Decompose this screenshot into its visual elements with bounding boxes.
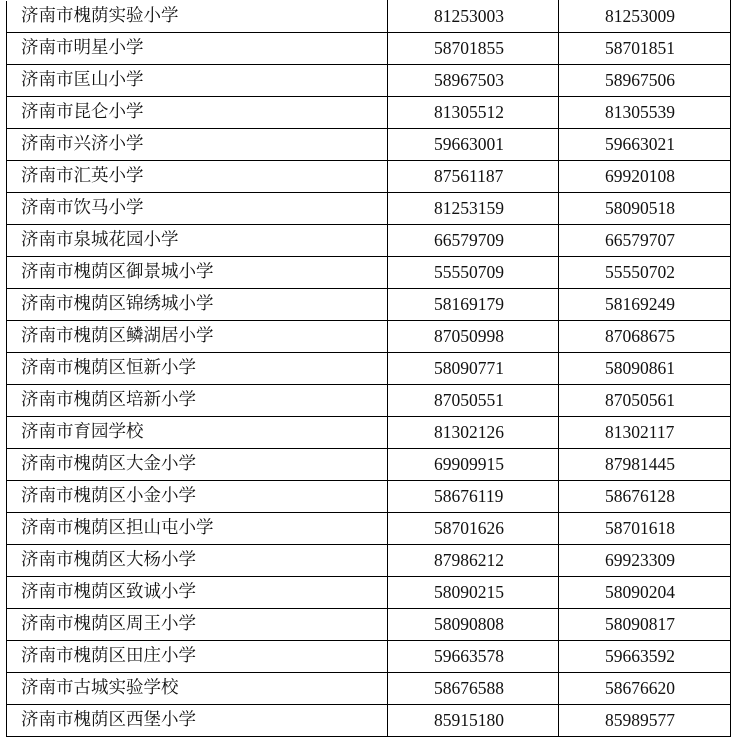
phone-2-cell: 59663021 [559, 129, 731, 161]
phone-1-cell: 81305512 [388, 97, 559, 129]
table-row [7, 385, 731, 417]
school-name-cell: 济南市汇英小学 [7, 161, 388, 193]
table-row [7, 65, 731, 97]
phone-2-cell: 81305539 [559, 97, 731, 129]
phone-1-cell: 58090808 [388, 609, 559, 641]
phone-1-cell: 58676588 [388, 673, 559, 705]
school-name-cell: 济南市槐荫区西堡小学 [7, 705, 388, 737]
phone-2-cell: 66579707 [559, 225, 731, 257]
table-body [7, 1, 731, 737]
school-phone-table [6, 0, 731, 737]
phone-1-cell: 87050998 [388, 321, 559, 353]
table-row [7, 289, 731, 321]
table-row [7, 705, 731, 737]
phone-1-cell: 81253003 [388, 1, 559, 33]
phone-2-cell: 58090861 [559, 353, 731, 385]
table-row [7, 353, 731, 385]
school-name-cell: 济南市古城实验学校 [7, 673, 388, 705]
phone-1-cell: 58169179 [388, 289, 559, 321]
table-row [7, 193, 731, 225]
school-name-cell: 济南市槐荫区小金小学 [7, 481, 388, 513]
table-row [7, 513, 731, 545]
school-name-cell: 济南市昆仑小学 [7, 97, 388, 129]
school-name-cell: 济南市槐荫区培新小学 [7, 385, 388, 417]
phone-2-cell: 59663592 [559, 641, 731, 673]
phone-1-cell: 87986212 [388, 545, 559, 577]
phone-1-cell: 58967503 [388, 65, 559, 97]
school-name-cell: 济南市槐荫区田庄小学 [7, 641, 388, 673]
phone-1-cell: 87561187 [388, 161, 559, 193]
school-name-cell: 济南市槐荫区御景城小学 [7, 257, 388, 289]
phone-1-cell: 69909915 [388, 449, 559, 481]
phone-2-cell: 81302117 [559, 417, 731, 449]
school-name-cell: 济南市饮马小学 [7, 193, 388, 225]
table-row [7, 577, 731, 609]
school-name-cell: 济南市育园学校 [7, 417, 388, 449]
table-row [7, 673, 731, 705]
school-name-cell: 济南市槐荫区鳞湖居小学 [7, 321, 388, 353]
phone-1-cell: 66579709 [388, 225, 559, 257]
phone-2-cell: 58090817 [559, 609, 731, 641]
table-row [7, 1, 731, 33]
phone-1-cell: 58676119 [388, 481, 559, 513]
phone-1-cell: 58090215 [388, 577, 559, 609]
phone-2-cell: 87050561 [559, 385, 731, 417]
school-name-cell: 济南市槐荫区周王小学 [7, 609, 388, 641]
table-row [7, 129, 731, 161]
phone-2-cell: 87981445 [559, 449, 731, 481]
table-row [7, 321, 731, 353]
school-name-cell: 济南市槐荫实验小学 [7, 1, 388, 33]
school-name-cell: 济南市兴济小学 [7, 129, 388, 161]
school-name-cell: 济南市槐荫区致诚小学 [7, 577, 388, 609]
table-row [7, 97, 731, 129]
phone-2-cell: 58701851 [559, 33, 731, 65]
school-name-cell: 济南市槐荫区大杨小学 [7, 545, 388, 577]
phone-2-cell: 58701618 [559, 513, 731, 545]
phone-1-cell: 87050551 [388, 385, 559, 417]
school-name-cell: 济南市匡山小学 [7, 65, 388, 97]
table-row [7, 481, 731, 513]
phone-1-cell: 58701626 [388, 513, 559, 545]
phone-2-cell: 58169249 [559, 289, 731, 321]
phone-2-cell: 58967506 [559, 65, 731, 97]
table-row [7, 257, 731, 289]
phone-1-cell: 85915180 [388, 705, 559, 737]
school-name-cell: 济南市槐荫区恒新小学 [7, 353, 388, 385]
school-name-cell: 济南市泉城花园小学 [7, 225, 388, 257]
school-name-cell: 济南市明星小学 [7, 33, 388, 65]
phone-1-cell: 59663578 [388, 641, 559, 673]
phone-1-cell: 58701855 [388, 33, 559, 65]
phone-2-cell: 58676128 [559, 481, 731, 513]
table-row [7, 161, 731, 193]
phone-1-cell: 59663001 [388, 129, 559, 161]
table-row [7, 449, 731, 481]
table-row [7, 609, 731, 641]
school-phone-table-container [6, 0, 730, 737]
table-row [7, 417, 731, 449]
phone-2-cell: 81253009 [559, 1, 731, 33]
table-row [7, 33, 731, 65]
phone-1-cell: 55550709 [388, 257, 559, 289]
phone-2-cell: 85989577 [559, 705, 731, 737]
phone-1-cell: 58090771 [388, 353, 559, 385]
table-row [7, 545, 731, 577]
phone-1-cell: 81253159 [388, 193, 559, 225]
table-row [7, 641, 731, 673]
phone-2-cell: 58090518 [559, 193, 731, 225]
table-row [7, 225, 731, 257]
phone-2-cell: 58676620 [559, 673, 731, 705]
phone-2-cell: 69923309 [559, 545, 731, 577]
phone-2-cell: 87068675 [559, 321, 731, 353]
school-name-cell: 济南市槐荫区担山屯小学 [7, 513, 388, 545]
phone-1-cell: 81302126 [388, 417, 559, 449]
phone-2-cell: 69920108 [559, 161, 731, 193]
phone-2-cell: 58090204 [559, 577, 731, 609]
phone-2-cell: 55550702 [559, 257, 731, 289]
school-name-cell: 济南市槐荫区大金小学 [7, 449, 388, 481]
school-name-cell: 济南市槐荫区锦绣城小学 [7, 289, 388, 321]
